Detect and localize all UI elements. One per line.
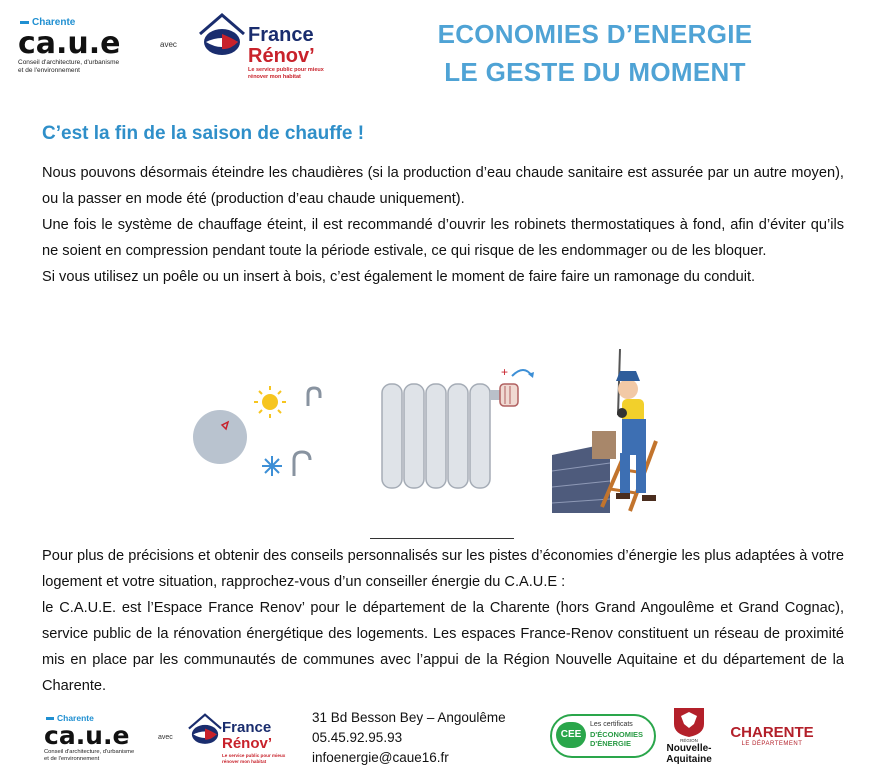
page-title <box>420 15 770 91</box>
footer-email[interactable]: infoenergie@caue16.fr <box>312 750 449 765</box>
svg-text:+: + <box>501 365 509 379</box>
thermostatic-valve-icon <box>490 384 518 406</box>
france-renov-line2: Rénov’ <box>248 45 315 67</box>
page-title-line1: ECONOMIES D’ENERGIE <box>437 19 753 49</box>
france-renov-tagline-2: rénover mon habitat <box>248 74 301 80</box>
header-caue-logo <box>18 17 178 79</box>
region-line1: Nouvelle- <box>666 743 712 754</box>
charente-sub: LE DÉPARTEMENT <box>741 741 803 747</box>
footer-caue-logo <box>44 713 184 769</box>
footer-france-renov-house-icon <box>186 711 224 749</box>
section-divider <box>370 538 514 539</box>
footer-france-renov-line1: France <box>222 719 272 736</box>
cee-line2: D'ÉCONOMIES <box>590 730 644 739</box>
caue-logo-subtitle-2: et de l'environnement <box>18 67 80 74</box>
caue-accent-bar <box>20 21 29 24</box>
footer-france-renov-tagline-1: Le service public pour mieux <box>222 753 286 758</box>
rotate-arrow-icon <box>512 370 532 376</box>
header-avec-text: avec <box>160 40 177 49</box>
footer-france-renov-tagline-2: rénover mon habitat <box>222 759 267 764</box>
faucet-icon <box>308 388 320 406</box>
france-renov-tagline-1: Le service public pour mieux <box>248 67 324 73</box>
boiler-summer-mode-illustration <box>190 380 340 480</box>
contact-text <box>42 543 844 699</box>
snowflake-icon <box>262 456 282 476</box>
region-crest-icon <box>672 706 706 738</box>
contact-paragraph-2: le C.A.U.E. est l’Espace France Renov’ pour le département de la Charente (hors Grand Angoulême et Grand Cognac), service public de la rénovation énergétique des logements. Les espaces France-Renov constituent un réseau de proximité mis en place par les communautés de communes avec l’appui de la Région Nouvelle Aquitaine et du département de la Charente. <box>42 600 844 694</box>
footer-france-renov-line2: Rénov’ <box>222 735 273 752</box>
radiator-illustration <box>376 362 536 492</box>
cee-abbr: CEE <box>560 729 582 740</box>
france-renov-house-icon <box>196 12 248 60</box>
footer-avec-text: avec <box>158 734 173 741</box>
intro-paragraph-3: Si vous utilisez un poêle ou un insert à bois, c’est également le moment de faire faire un ramonage du conduit. <box>42 269 756 285</box>
footer-address: 31 Bd Besson Bey – Angoulême <box>312 710 506 725</box>
region-small-label: RÉGION <box>680 738 698 743</box>
footer-caue-logo-name: ca.u.e <box>44 721 130 750</box>
intro-text <box>42 160 844 290</box>
caue-accent-bar <box>46 717 54 720</box>
section-heading: C’est la fin de la saison de chauffe ! <box>42 123 365 144</box>
page-title-line2: LE GESTE DU MOMENT <box>444 57 746 87</box>
header-france-renov-logo <box>196 12 336 78</box>
footer-caue-logo-subtitle-1: Conseil d'architecture, d'urbanisme <box>44 749 135 755</box>
cee-line3: D'ÉNERGIE <box>590 739 631 748</box>
cee-line1: Les certificats <box>590 721 633 728</box>
footer-france-renov-logo <box>186 711 296 769</box>
contact-paragraph-1: Pour plus de précisions et obtenir des conseils personnalisés sur les pistes d’économies d’énergie les plus adaptées à votre logement et votre situation, rapprochez-vous d’un conseiller énergie du C.A.U.E : <box>42 548 844 590</box>
caue-logo-name: ca.u.e <box>18 26 121 61</box>
intro-paragraph-2: Une fois le système de chauffage éteint, il est recommandé d’ouvrir les robinets thermostatiques à fond, afin d’éviter qu’ils ne soient en compression pendant toute la période estivale, ce qui risque de les endommager ou de les bloquer. <box>42 217 844 259</box>
footer-caue-logo-subtitle-2: et de l'environnement <box>44 756 100 762</box>
caue-brand-text: Charente <box>32 17 76 28</box>
region-line2: Aquitaine <box>666 754 712 765</box>
faucet-icon-2 <box>294 452 310 476</box>
chimney-sweep-illustration <box>552 345 692 513</box>
sun-icon <box>254 386 286 418</box>
france-renov-line1: France <box>248 24 314 46</box>
footer-cee-logo <box>550 714 656 758</box>
footer-phone[interactable]: 05.45.92.95.93 <box>312 730 403 745</box>
caue-logo-subtitle-1: Conseil d'architecture, d'urbanisme <box>18 59 120 66</box>
footer-region-logo <box>662 706 716 776</box>
intro-paragraph-1: Nous pouvons désormais éteindre les chaudières (si la production d’eau chaude sanitaire est assurée par un autre moyen), ou la passer en mode été (production d’eau chaude uniquement). <box>42 165 844 207</box>
footer-charente-logo <box>722 724 822 754</box>
footer-caue-brand-text: Charente <box>57 713 94 723</box>
charente-name: CHARENTE <box>730 724 814 741</box>
footer-contact <box>312 708 506 768</box>
